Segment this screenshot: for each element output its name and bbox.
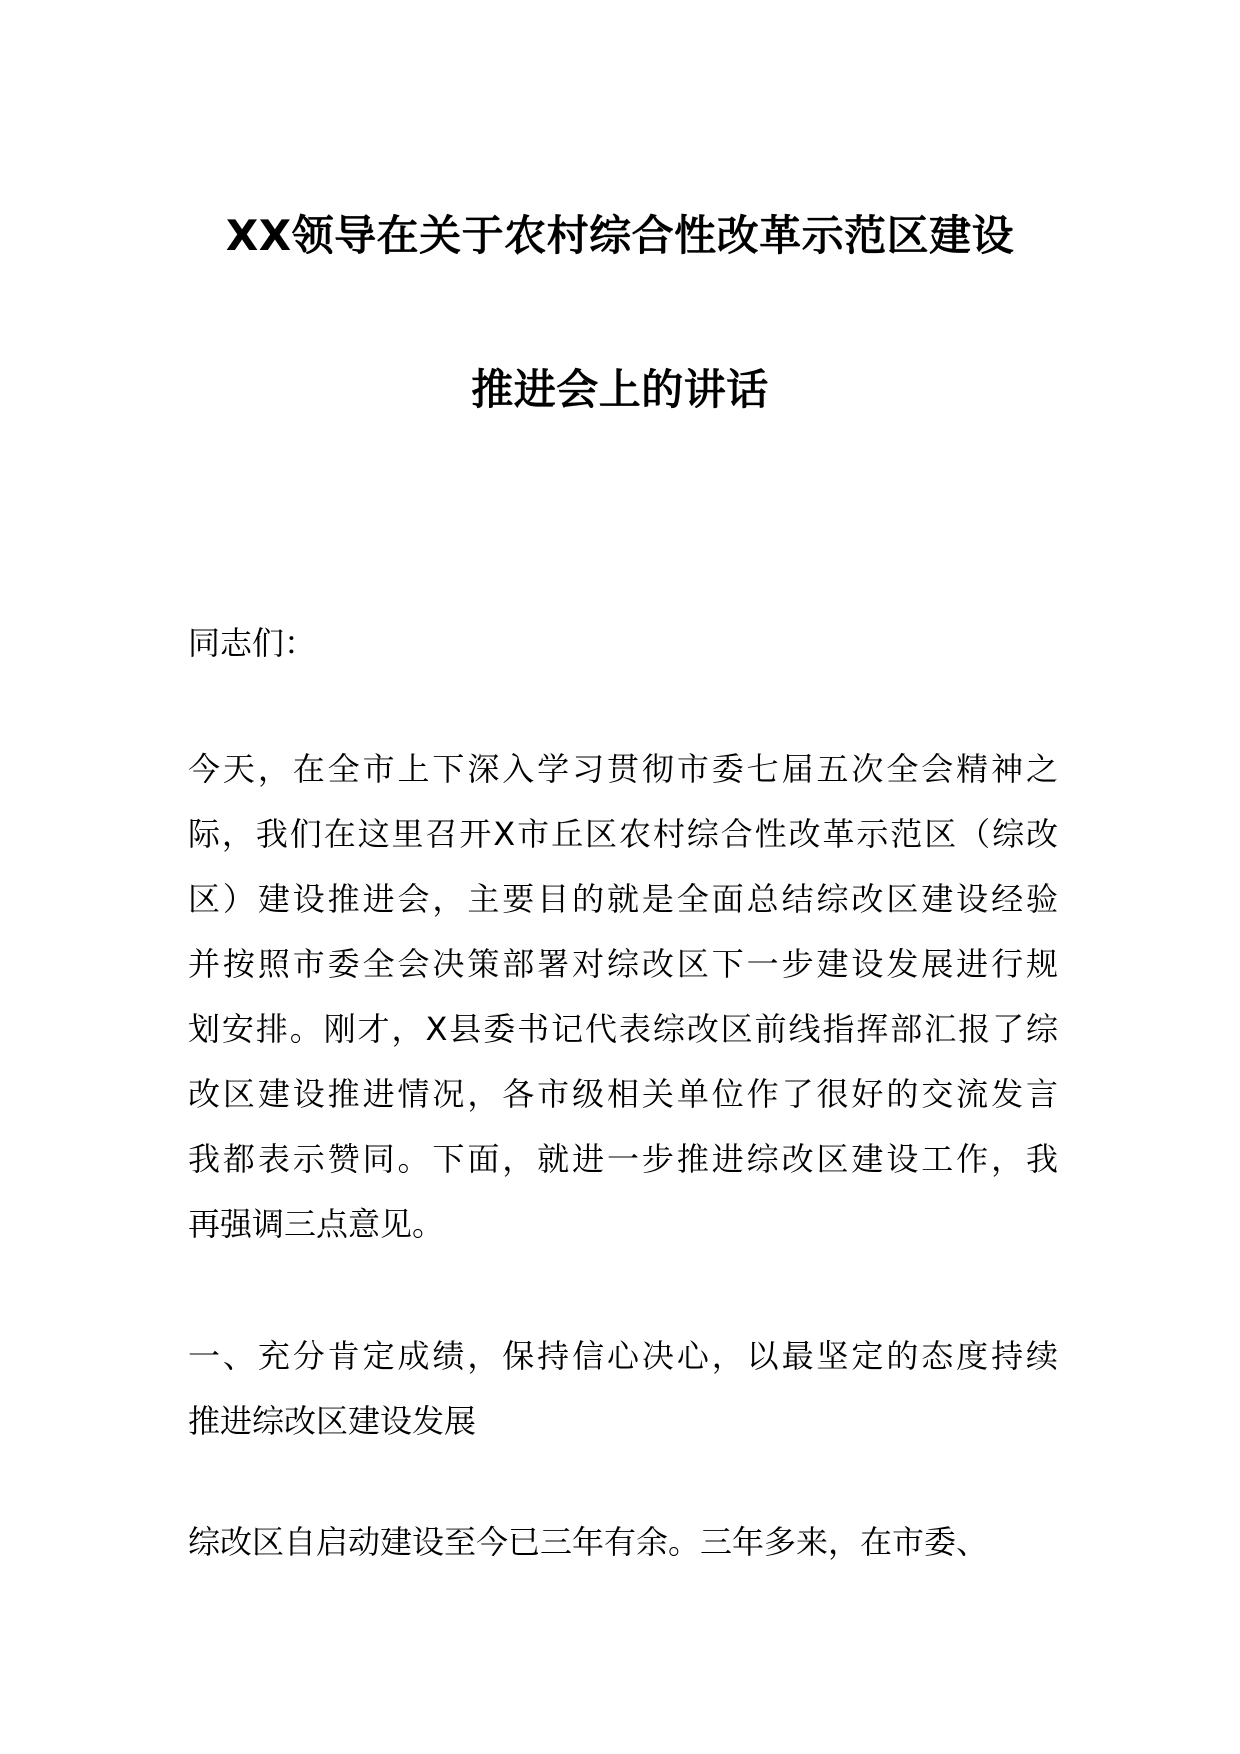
paragraph-line: 综改区自启动建设至今已三年有余。三年多来，在市委、	[188, 1523, 989, 1561]
paragraph-line: 我都表示赞同。下面，就进一步推进综改区建设工作，我	[188, 1140, 1058, 1178]
salutation	[188, 611, 1058, 676]
paragraph-line: 今天，在全市上下深入学习贯彻市委七届五次全会精神之	[188, 750, 1058, 788]
section-heading-1	[188, 1324, 1058, 1454]
paragraph-line: 际，我们在这里召开X市丘区农村综合性改革示范区（综改	[188, 815, 1058, 853]
paragraph-1	[188, 737, 1058, 1257]
paragraph-2	[188, 1510, 1058, 1575]
document-title-line-2: 推进会上的讲话	[471, 365, 769, 414]
document-title-line-1: XX领导在关于农村综合性改革示范区建设	[225, 211, 1015, 260]
heading-line: 推进综改区建设发展	[188, 1402, 477, 1440]
paragraph-line: 改区建设推进情况，各市级相关单位作了很好的交流发言	[188, 1075, 1058, 1113]
paragraph-line: 区）建设推进会，主要目的就是全面总结综改区建设经验	[188, 880, 1058, 918]
heading-line: 一、充分肯定成绩，保持信心决心，以最坚定的态度持续	[188, 1337, 1058, 1375]
paragraph-line: 再强调三点意见。	[188, 1205, 445, 1243]
paragraph-line: 并按照市委全会决策部署对综改区下一步建设发展进行规	[188, 945, 1058, 983]
salutation-text: 同志们：	[188, 624, 317, 662]
paragraph-line: 划安排。刚才，X县委书记代表综改区前线指挥部汇报了综	[188, 1010, 1058, 1048]
